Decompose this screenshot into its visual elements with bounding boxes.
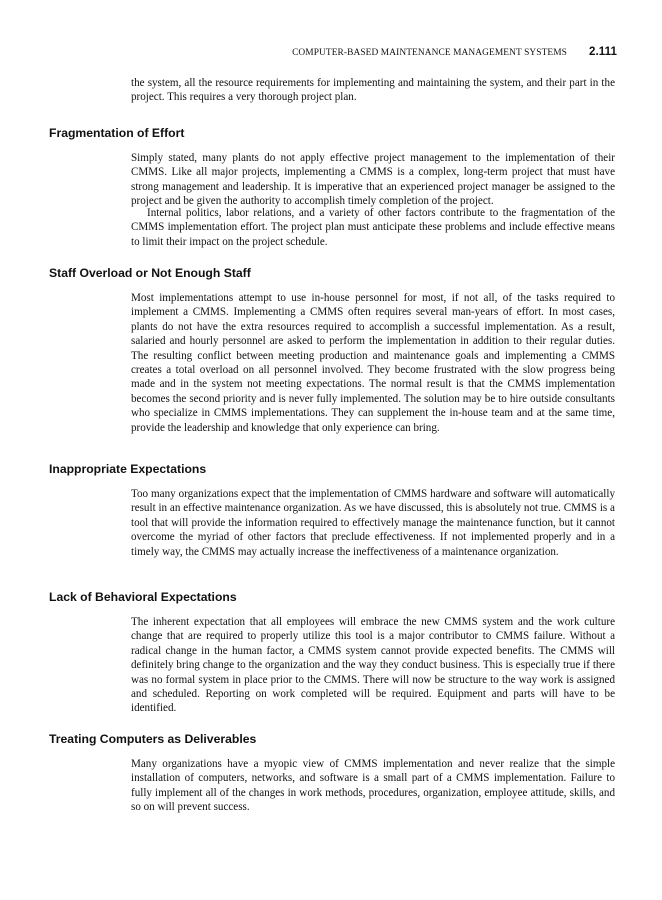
section-paragraph: Internal politics, labor relations, and a variety of other factors contribute to the fragmentation of the CMMS implementation effort. The project plan must anticipate these problems and include effective means to limit their impact on the project schedule. xyxy=(131,207,615,248)
section-paragraph: Most implementations attempt to use in-house personnel for most, if not all, of the tasks required to implement a CMMS. Implementing a CMMS often requires several man-years of effort. In most cases, plants do not have the extra resources required to accomplish a successful implementation. As a result, salaried and hourly personnel are asked to perform the implementation in addition to their regular duties. The resulting conflict between meeting production and maintenance goals and implementing a CMMS creates a total overload on all personnel involved. They become frustrated with the slow progress being made and in the system not meeting expectations. The normal result is that the CMMS implementation becomes the second priority and is never fully implemented. The solution may be to hire outside consultants who specialize in CMMS implementations. They can supplement the in-house team and at the same time, provide the leadership and knowledge that only experience can bring. xyxy=(131,292,615,434)
section-paragraph: Simply stated, many plants do not apply effective project management to the implementation of their CMMS. Like all major projects, implementing a CMMS is a complex, long-term project that must have strong management and leadership. It is imperative that an experienced project manager be assigned to the project and be given the authority to accomplish timely completion of the project. xyxy=(131,152,615,208)
section-paragraph: The inherent expectation that all employees will embrace the new CMMS system and the work culture change that are required to properly utilize this tool is a major contributor to CMMS failure. Without a radical change in the human factor, a CMMS system cannot provide expected benefits. The CMMS will definitely bring change to the organization and the way they conduct business. This is especially true if there was no formal system in place prior to the CMMS. There will now be structure to the way work is assigned and scheduled. Reporting on work completed will be required. Equipment and parts will have to be identified. xyxy=(131,616,615,715)
running-head xyxy=(0,46,617,58)
section-heading: Fragmentation of Effort xyxy=(49,126,185,140)
section-paragraph: Too many organizations expect that the implementation of CMMS hardware and software will automatically result in an effective maintenance organization. As we have discussed, this is absolutely not true. CMMS is a tool that will provide the information required to effectively manage the maintenance function, but it cannot overcome the myriad of other factors that preclude effectiveness. If not implemented properly and in a timely way, the CMMS may actually increase the ineffectiveness of a maintenance organization. xyxy=(131,488,615,558)
section-paragraph: Many organizations have a myopic view of CMMS implementation and never realize that the simple installation of computers, networks, and software is a small part of a CMMS implementation. Failure to fully implement all of the changes in work methods, procedures, organization, employee attitude, skills, and so on will prevent success. xyxy=(131,758,615,814)
section-heading: Inappropriate Expectations xyxy=(49,462,207,476)
running-title: COMPUTER-BASED MAINTENANCE MANAGEMENT SYSTEMS xyxy=(292,48,567,58)
section-heading: Lack of Behavioral Expectations xyxy=(49,590,237,604)
section-heading: Staff Overload or Not Enough Staff xyxy=(49,266,251,280)
intro-paragraph: the system, all the resource requirements for implementing and maintaining the system, and their part in the project. This requires a very thorough project plan. xyxy=(131,77,615,104)
page-number: 2.111 xyxy=(588,46,617,58)
section-heading: Treating Computers as Deliverables xyxy=(49,732,257,746)
